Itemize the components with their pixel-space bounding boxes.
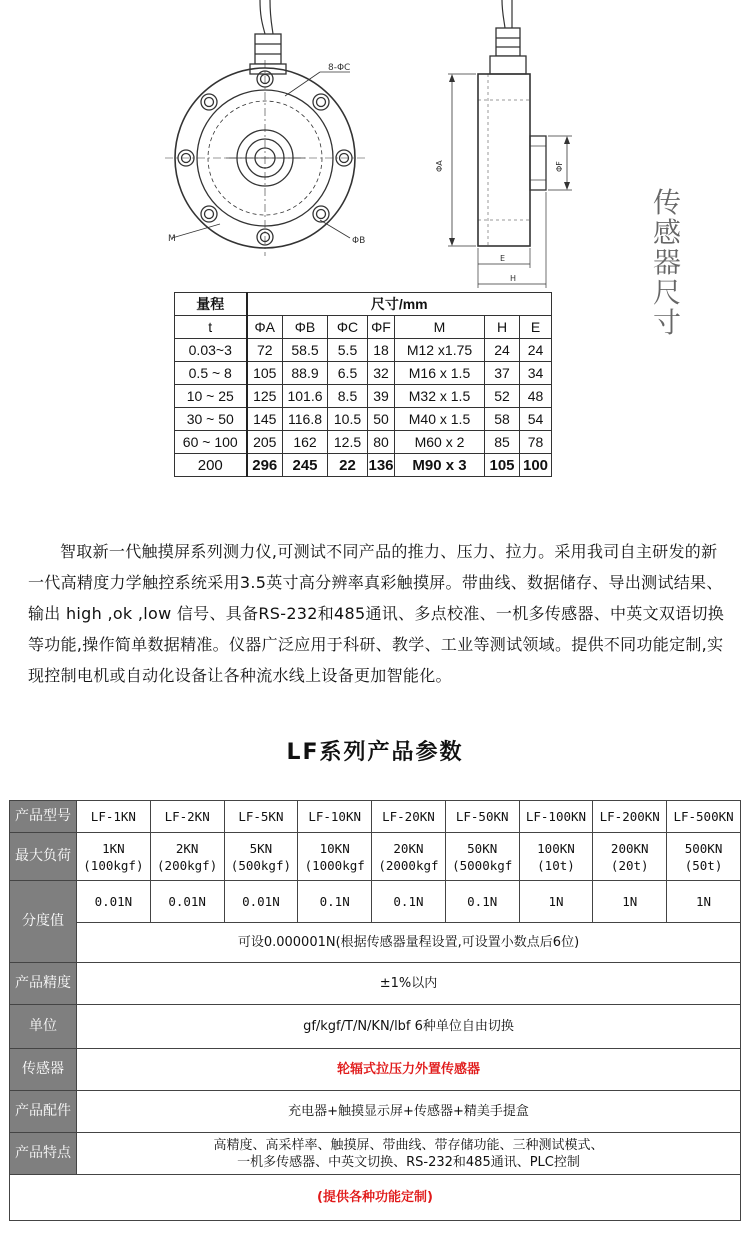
dimension-row bbox=[175, 362, 552, 385]
load-line: 10KN bbox=[319, 840, 350, 856]
load-line: (50t) bbox=[684, 857, 723, 873]
column-header: ΦF bbox=[368, 316, 395, 339]
range-cell: 60 ~ 100 bbox=[175, 431, 247, 454]
load-line: 5KN bbox=[249, 840, 273, 856]
header-range: 量程 bbox=[175, 293, 247, 316]
division-cell: 0.01N bbox=[77, 881, 151, 923]
dimension-cell: M40 x 1.5 bbox=[395, 408, 485, 431]
load-cell bbox=[445, 833, 519, 881]
feature-line: 高精度、高采样率、触摸屏、带曲线、带存储功能、三种测试模式、 bbox=[213, 1137, 604, 1153]
dimension-cell: 100 bbox=[520, 454, 552, 477]
model-cell: LF-1KN bbox=[77, 801, 151, 833]
division-cell: 1N bbox=[519, 881, 593, 923]
division-cell: 0.01N bbox=[224, 881, 298, 923]
unit-value: gf/kgf/T/N/KN/lbf 6种单位自由切换 bbox=[77, 1005, 741, 1049]
custom-note: (提供各种功能定制) bbox=[10, 1175, 741, 1221]
header-unit: t bbox=[175, 316, 247, 339]
dimension-cell: 32 bbox=[368, 362, 395, 385]
side-caption-char: 传 bbox=[652, 186, 681, 219]
column-header: ΦB bbox=[283, 316, 328, 339]
dimension-row bbox=[175, 454, 552, 477]
dimension-cell: 34 bbox=[520, 362, 552, 385]
dimension-cell: 24 bbox=[485, 339, 520, 362]
dimension-cell: 39 bbox=[368, 385, 395, 408]
load-line: (10t) bbox=[537, 857, 575, 873]
callout-m: M bbox=[168, 234, 176, 244]
load-line: 500KN bbox=[684, 840, 723, 856]
callout-b: ΦB bbox=[352, 236, 366, 246]
load-line: (2000kgf bbox=[378, 857, 439, 873]
dimension-cell: 24 bbox=[520, 339, 552, 362]
feature-line: 一机多传感器、中英文切换、RS-232和485通讯、PLC控制 bbox=[237, 1154, 580, 1170]
spec-table bbox=[9, 800, 741, 1221]
division-note: 可设0.000001N(根据传感器量程设置,可设置小数点后6位) bbox=[77, 923, 741, 963]
dimension-cell: 5.5 bbox=[328, 339, 368, 362]
dimension-cell: 85 bbox=[485, 431, 520, 454]
dimension-cell: 136 bbox=[368, 454, 395, 477]
range-cell: 200 bbox=[175, 454, 247, 477]
dimension-cell: 80 bbox=[368, 431, 395, 454]
sensor-dimension-drawing bbox=[160, 0, 580, 290]
load-line: (20t) bbox=[610, 857, 649, 873]
dimension-cell: 245 bbox=[283, 454, 328, 477]
load-cell bbox=[298, 833, 372, 881]
side-caption-char: 器 bbox=[652, 246, 681, 279]
dimension-cell: 6.5 bbox=[328, 362, 368, 385]
load-cell bbox=[372, 833, 446, 881]
range-cell: 30 ~ 50 bbox=[175, 408, 247, 431]
column-header: M bbox=[395, 316, 485, 339]
load-line: 100KN bbox=[537, 840, 575, 856]
dimension-cell: M32 x 1.5 bbox=[395, 385, 485, 408]
front-view bbox=[165, 0, 365, 256]
division-cell: 0.1N bbox=[372, 881, 446, 923]
header-size: 尺寸/mm bbox=[247, 293, 552, 316]
load-line: (100kgf) bbox=[83, 857, 144, 873]
dimension-cell: 145 bbox=[247, 408, 283, 431]
dimension-cell: M60 x 2 bbox=[395, 431, 485, 454]
dimension-cell: 105 bbox=[485, 454, 520, 477]
dimension-cell: 205 bbox=[247, 431, 283, 454]
dimension-table bbox=[174, 292, 552, 477]
dimension-cell: 116.8 bbox=[283, 408, 328, 431]
accuracy-value: ±1%以内 bbox=[77, 963, 741, 1005]
load-cell bbox=[519, 833, 593, 881]
dimension-cell: 58.5 bbox=[283, 339, 328, 362]
load-line: (5000kgf bbox=[452, 857, 513, 873]
dimension-row bbox=[175, 339, 552, 362]
column-header: ΦC bbox=[328, 316, 368, 339]
dimension-row bbox=[175, 385, 552, 408]
dimension-cell: M12 x1.75 bbox=[395, 339, 485, 362]
dim-f-label: ΦF bbox=[555, 161, 564, 172]
dimension-cell: 58 bbox=[485, 408, 520, 431]
dimension-cell: 72 bbox=[247, 339, 283, 362]
dimension-cell: 88.9 bbox=[283, 362, 328, 385]
model-cell: LF-10KN bbox=[298, 801, 372, 833]
load-cell bbox=[667, 833, 741, 881]
dim-a-label: ΦA bbox=[435, 160, 444, 172]
dimension-cell: 12.5 bbox=[328, 431, 368, 454]
dimension-table-body bbox=[175, 339, 552, 477]
dimension-cell: 296 bbox=[247, 454, 283, 477]
dim-h-label: H bbox=[510, 274, 517, 283]
division-cell: 1N bbox=[667, 881, 741, 923]
dimension-cell: 8.5 bbox=[328, 385, 368, 408]
load-cell bbox=[150, 833, 224, 881]
intro-paragraph: 智取新一代触摸屏系列测力仪,可测试不同产品的推力、压力、拉力。采用我司自主研发的新一代高精度力学触控系统采用3.5英寸高分辨率真彩触摸屏。带曲线、数据储存、导出测试结果、输出 high ,ok ,low 信号、具备RS-232和485通讯、多点校准、一机多传感器、中英文双语切换等功能,操作简单数据精准。仪器广泛应用于科研、教学、工业等测试领域。提供不同功能定制,实现控制电机或自动化设备让各种流水线上设备更加智能化。 bbox=[28, 542, 725, 685]
feature-label: 产品特点 bbox=[10, 1133, 77, 1175]
load-line: 50KN bbox=[467, 840, 498, 856]
range-cell: 0.03~3 bbox=[175, 339, 247, 362]
dimension-cell: 125 bbox=[247, 385, 283, 408]
division-cell: 1N bbox=[593, 881, 667, 923]
model-label: 产品型号 bbox=[10, 801, 77, 833]
dimension-cell: 10.5 bbox=[328, 408, 368, 431]
range-cell: 10 ~ 25 bbox=[175, 385, 247, 408]
accessory-value: 充电器+触摸显示屏+传感器+精美手提盒 bbox=[77, 1091, 741, 1133]
dimension-cell: M90 x 3 bbox=[395, 454, 485, 477]
intro-section bbox=[28, 536, 728, 691]
model-cell: LF-50KN bbox=[445, 801, 519, 833]
dimension-cell: 52 bbox=[485, 385, 520, 408]
unit-label: 单位 bbox=[10, 1005, 77, 1049]
load-line: 200KN bbox=[610, 840, 649, 856]
range-cell: 0.5 ~ 8 bbox=[175, 362, 247, 385]
dimension-cell: 18 bbox=[368, 339, 395, 362]
dimension-cell: 54 bbox=[520, 408, 552, 431]
feature-value bbox=[77, 1133, 741, 1175]
dimension-cell: 162 bbox=[283, 431, 328, 454]
load-label: 最大负荷 bbox=[10, 833, 77, 881]
model-cell: LF-5KN bbox=[224, 801, 298, 833]
accessory-label: 产品配件 bbox=[10, 1091, 77, 1133]
dimension-cell: 78 bbox=[520, 431, 552, 454]
load-line: 2KN bbox=[175, 840, 199, 856]
dimension-cell: 101.6 bbox=[283, 385, 328, 408]
spec-title: LF系列产品参数 bbox=[286, 740, 464, 765]
division-cell: 0.01N bbox=[150, 881, 224, 923]
side-caption-char: 感 bbox=[652, 216, 681, 249]
side-view bbox=[448, 0, 572, 288]
model-cell: LF-20KN bbox=[372, 801, 446, 833]
model-cell: LF-500KN bbox=[667, 801, 741, 833]
dimension-cell: 22 bbox=[328, 454, 368, 477]
load-line: 1KN bbox=[102, 840, 125, 856]
column-header: ΦA bbox=[247, 316, 283, 339]
load-cell bbox=[593, 833, 667, 881]
dimension-row bbox=[175, 431, 552, 454]
load-cell bbox=[77, 833, 151, 881]
sensor-value: 轮辐式拉压力外置传感器 bbox=[77, 1049, 741, 1091]
model-cell: LF-100KN bbox=[519, 801, 593, 833]
dim-e-label: E bbox=[500, 254, 506, 263]
division-cell: 0.1N bbox=[445, 881, 519, 923]
dimension-cell: M16 x 1.5 bbox=[395, 362, 485, 385]
dimension-cell: 50 bbox=[368, 408, 395, 431]
accuracy-label: 产品精度 bbox=[10, 963, 77, 1005]
side-caption bbox=[652, 188, 682, 338]
dimension-cell: 37 bbox=[485, 362, 520, 385]
side-caption-char: 寸 bbox=[652, 306, 681, 339]
load-cell bbox=[224, 833, 298, 881]
load-line: (1000kgf bbox=[304, 857, 365, 873]
load-line: (500kgf) bbox=[230, 857, 292, 873]
column-header: E bbox=[520, 316, 552, 339]
model-cell: LF-200KN bbox=[593, 801, 667, 833]
division-cell: 0.1N bbox=[298, 881, 372, 923]
dimension-row bbox=[175, 408, 552, 431]
dimension-cell: 105 bbox=[247, 362, 283, 385]
side-caption-char: 尺 bbox=[652, 276, 681, 309]
column-header: H bbox=[485, 316, 520, 339]
callout-holes: 8-ΦC bbox=[328, 63, 351, 73]
division-label: 分度值 bbox=[10, 881, 77, 963]
dimension-cell: 48 bbox=[520, 385, 552, 408]
model-cell: LF-2KN bbox=[150, 801, 224, 833]
sensor-label: 传感器 bbox=[10, 1049, 77, 1091]
load-line: (200kgf) bbox=[157, 857, 218, 873]
load-line: 20KN bbox=[393, 840, 424, 856]
